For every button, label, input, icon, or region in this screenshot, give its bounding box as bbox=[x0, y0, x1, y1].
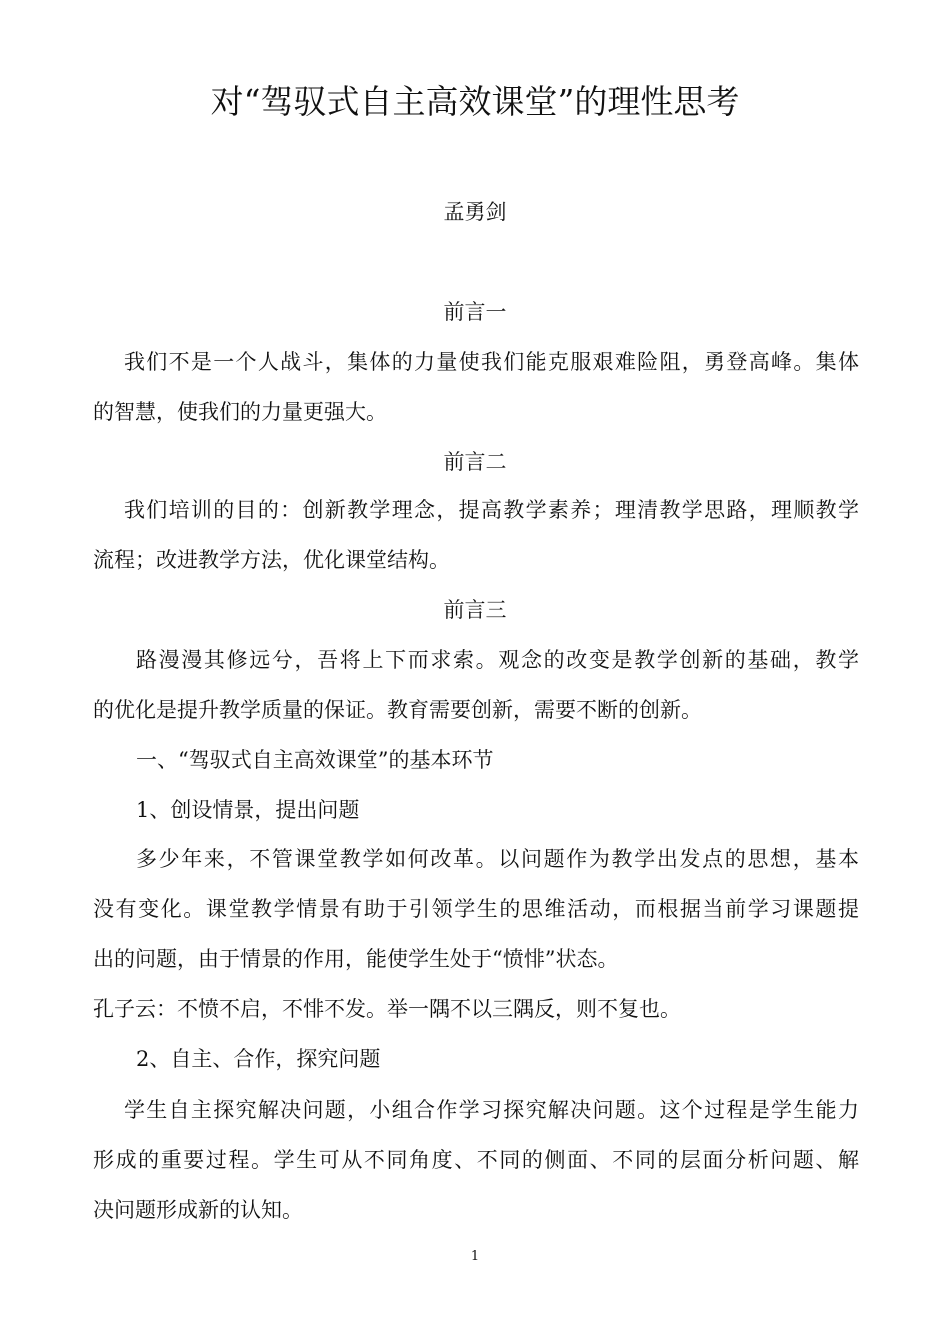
preface3-line-2: 的优化是提升教学质量的保证。教育需要创新，需要不断的创新。 bbox=[93, 698, 702, 722]
preface3-heading: 前言三 bbox=[443, 598, 507, 622]
sub1-line-1: 多少年来，不管课堂教学如何改革。以问题作为教学出发点的思想，基本 bbox=[136, 847, 859, 871]
preface2-line-1: 我们培训的目的：创新教学理念，提高教学素养；理清教学思路，理顺教学 bbox=[124, 498, 859, 522]
sub1-line-3: 出的问题，由于情景的作用，能使学生处于“愤悱”状态。 bbox=[93, 947, 619, 971]
sub1-line-2: 没有变化。课堂教学情景有助于引领学生的思维活动，而根据当前学习课题提 bbox=[93, 897, 859, 921]
sub1-quote: 孔子云：不愤不启，不悱不发。举一隅不以三隅反，则不复也。 bbox=[93, 997, 681, 1021]
page-number: 1 bbox=[470, 1249, 480, 1264]
sub2-line-2: 形成的重要过程。学生可从不同角度、不同的侧面、不同的层面分析问题、解 bbox=[93, 1148, 859, 1172]
author-name: 孟勇剑 bbox=[443, 200, 507, 224]
sub2-line-3: 决问题形成新的认知。 bbox=[93, 1198, 303, 1222]
preface3-line-1: 路漫漫其修远兮，吾将上下而求索。观念的改变是教学创新的基础，教学 bbox=[136, 648, 859, 672]
preface2-heading: 前言二 bbox=[443, 450, 507, 474]
preface2-line-2: 流程；改进教学方法，优化课堂结构。 bbox=[93, 548, 450, 572]
section1-heading: 一、“驾驭式自主高效课堂”的基本环节 bbox=[136, 748, 494, 772]
preface1-line-1: 我们不是一个人战斗，集体的力量使我们能克服艰难险阻，勇登高峰。集体 bbox=[124, 350, 859, 374]
sub2-line-1: 学生自主探究解决问题，小组合作学习探究解决问题。这个过程是学生能力 bbox=[124, 1098, 859, 1122]
sub2-heading: 2、自主、合作，探究问题 bbox=[136, 1047, 381, 1071]
sub1-heading: 1、创设情景，提出问题 bbox=[136, 798, 360, 822]
preface1-line-2: 的智慧，使我们的力量更强大。 bbox=[93, 400, 387, 424]
preface1-heading: 前言一 bbox=[443, 300, 507, 324]
document-title: 对“驾驭式自主高效课堂”的理性思考 bbox=[210, 82, 740, 121]
